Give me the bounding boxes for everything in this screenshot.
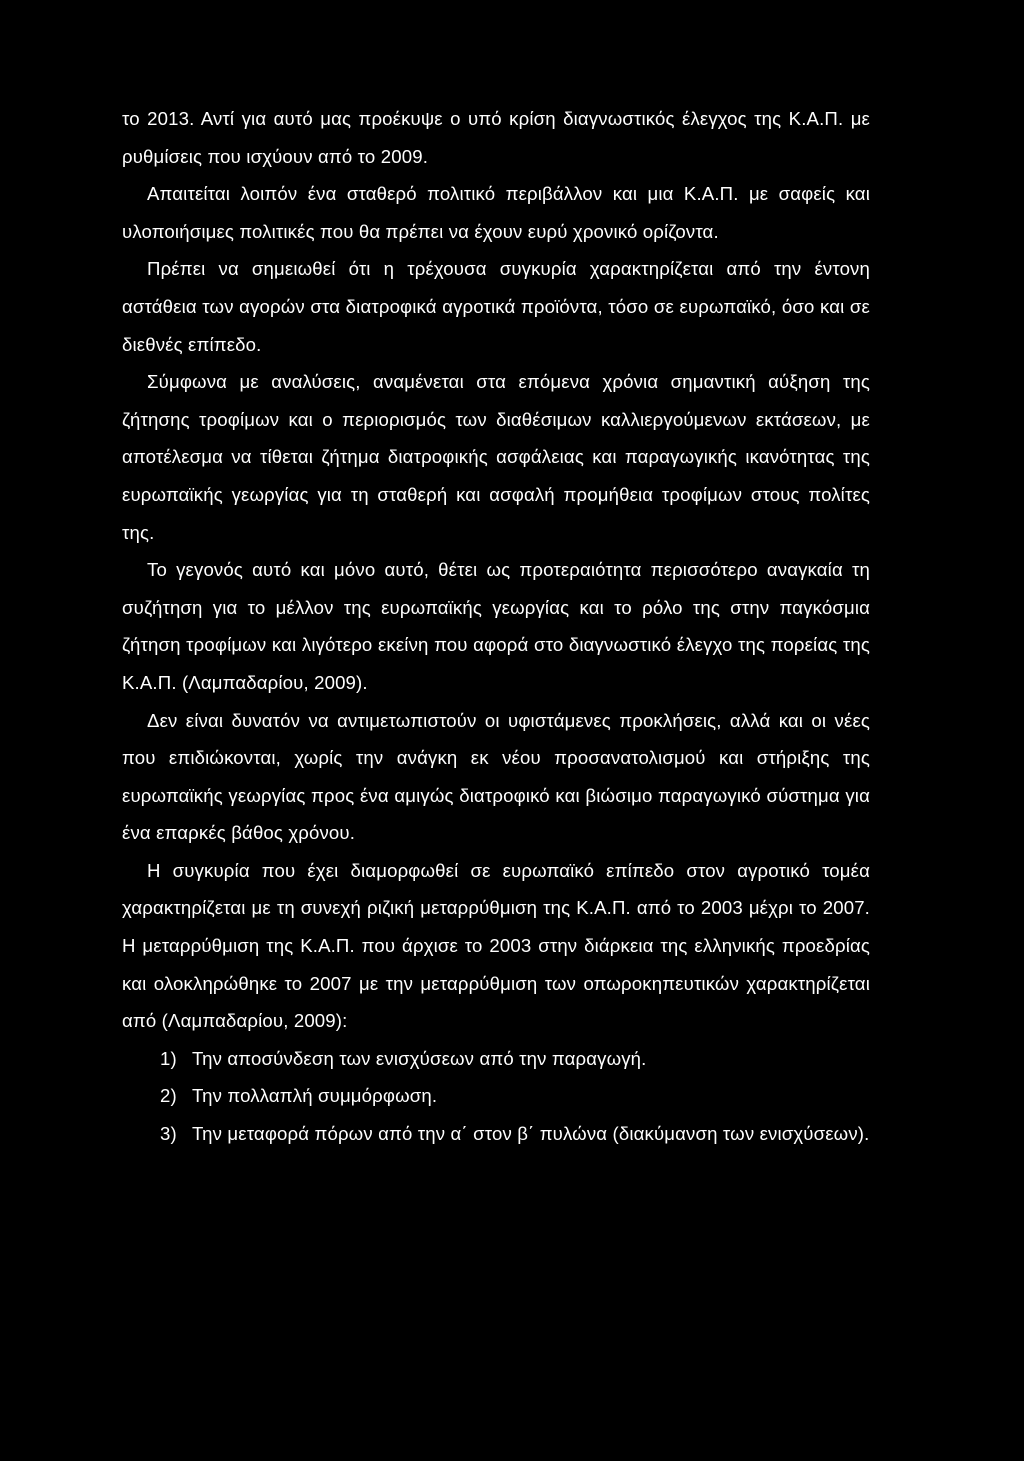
list-item (122, 1077, 870, 1115)
numbered-list (122, 1040, 870, 1153)
list-number: 2) (160, 1085, 177, 1107)
list-text: Την αποσύνδεση των ενισχύσεων από την παραγωγή. (192, 1047, 647, 1069)
paragraph: Απαιτείται λοιπόν ένα σταθερό πολιτικό περιβάλλον και μια Κ.Α.Π. με σαφείς και υλοποιήσιμες πολιτικές που θα πρέπει να έχουν ευρύ χρονικό ορίζοντα. (122, 183, 870, 242)
list-item (122, 1115, 870, 1153)
list-number: 3) (160, 1123, 177, 1145)
document-body (122, 100, 870, 1153)
paragraph: το 2013. Αντί για αυτό μας προέκυψε ο υπό κρίση διαγνωστικός έλεγχος της Κ.Α.Π. με ρυθμίσεις που ισχύουν από το 2009. (122, 108, 870, 167)
paragraph: Η συγκυρία που έχει διαμορφωθεί σε ευρωπαϊκό επίπεδο στον αγροτικό τομέα χαρακτηρίζεται με τη συνεχή ριζική μεταρρύθμιση της Κ.Α.Π. από το 2003 μέχρι το 2007. Η μεταρρύθμιση της Κ.Α.Π. που άρχισε το 2003 στην διάρκεια της ελληνικής προεδρίας και ολοκληρώθηκε το 2007 με την μεταρρύθμιση των οπωροκηπευτικών χαρακτηρίζεται από (Λαμπαδαρίου, 2009): (122, 859, 870, 1032)
paragraph: Πρέπει να σημειωθεί ότι η τρέχουσα συγκυρία χαρακτηρίζεται από την έντονη αστάθεια των αγορών στα διατροφικά αγροτικά προϊόντα, τόσο σε ευρωπαϊκό, όσο και σε διεθνές επίπεδο. (122, 258, 870, 355)
list-text: Την μεταφορά πόρων από την α΄ στον β΄ πυλώνα (διακύμανση των ενισχύσεων). (192, 1123, 870, 1145)
paragraph: Δεν είναι δυνατόν να αντιμετωπιστούν οι υφιστάμενες προκλήσεις, αλλά και οι νέες που επιδιώκονται, χωρίς την ανάγκη εκ νέου προσανατολισμού και στήριξης της ευρωπαϊκής γεωργίας προς ένα αμιγώς διατροφικό και βιώσιμο παραγωγικό σύστημα για ένα επαρκές βάθος χρόνου. (122, 709, 870, 844)
list-number: 1) (160, 1047, 177, 1069)
list-text: Την πολλαπλή συμμόρφωση. (192, 1085, 438, 1107)
paragraph: Σύμφωνα με αναλύσεις, αναμένεται στα επόμενα χρόνια σημαντική αύξηση της ζήτησης τροφίμων και ο περιορισμός των διαθέσιμων καλλιεργούμενων εκτάσεων, με αποτέλεσμα να τίθεται ζήτημα διατροφικής ασφάλειας και παραγωγικής ικανότητας της ευρωπαϊκής γεωργίας για τη σταθερή και ασφαλή προμήθεια τροφίμων στους πολίτες της. (122, 371, 870, 543)
list-item (122, 1040, 870, 1078)
paragraph: Το γεγονός αυτό και μόνο αυτό, θέτει ως προτεραιότητα περισσότερο αναγκαία τη συζήτηση για το μέλλον της ευρωπαϊκής γεωργίας και το ρόλο της στην παγκόσμια ζήτηση τροφίμων και λιγότερο εκείνη που αφορά στο διαγνωστικό έλεγχο της πορείας της Κ.Α.Π. (Λαμπαδαρίου, 2009). (122, 559, 870, 693)
